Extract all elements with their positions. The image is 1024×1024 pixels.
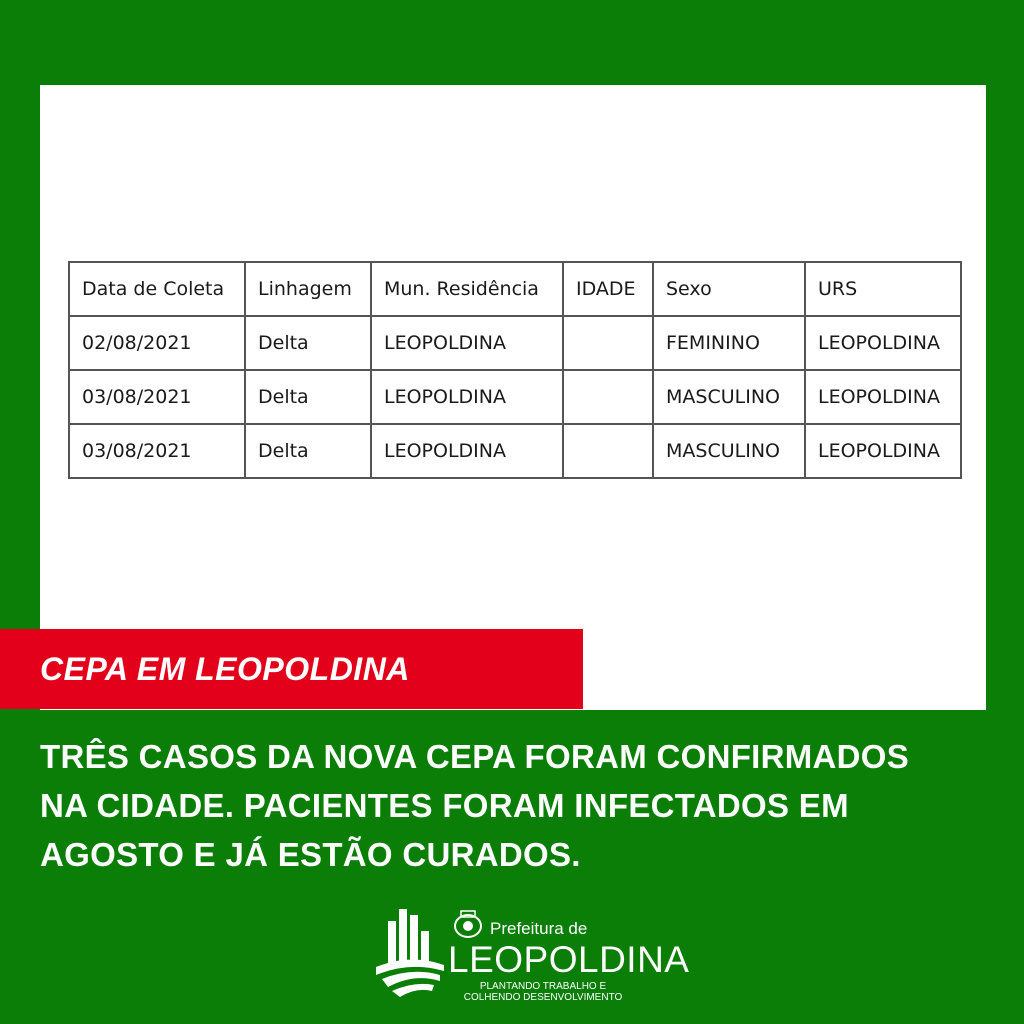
slogan-line: COLHENDO DESENVOLVIMENTO bbox=[463, 992, 623, 1003]
column-header: Data de Coleta bbox=[69, 262, 245, 316]
table-cell: Delta bbox=[245, 424, 371, 478]
table-cell: MASCULINO bbox=[653, 370, 805, 424]
prefeitura-logo bbox=[374, 905, 690, 1005]
table-cell bbox=[563, 370, 653, 424]
table-cell bbox=[563, 424, 653, 478]
table-cell: FEMININO bbox=[653, 316, 805, 370]
table-cell: 03/08/2021 bbox=[69, 424, 245, 478]
column-header: URS bbox=[805, 262, 961, 316]
headline-line: AGOSTO E JÁ ESTÃO CURADOS. bbox=[40, 836, 581, 873]
logo-city-name: LEOPOLDINA bbox=[448, 939, 690, 980]
table-cell: LEOPOLDINA bbox=[805, 424, 961, 478]
column-header: Mun. Residência bbox=[371, 262, 563, 316]
table-cell: MASCULINO bbox=[653, 424, 805, 478]
logo-slogan bbox=[448, 981, 638, 1003]
cases-table bbox=[68, 261, 962, 479]
table-cell: 03/08/2021 bbox=[69, 370, 245, 424]
table-header-row bbox=[69, 262, 961, 316]
city-skyline-icon bbox=[374, 905, 446, 1001]
column-header: Sexo bbox=[653, 262, 805, 316]
slogan-line: PLANTANDO TRABALHO E bbox=[479, 981, 607, 992]
table-cell: LEOPOLDINA bbox=[805, 370, 961, 424]
table-cell: LEOPOLDINA bbox=[371, 370, 563, 424]
headline-line: TRÊS CASOS DA NOVA CEPA FORAM CONFIRMADOS bbox=[40, 738, 910, 775]
table-row bbox=[69, 316, 961, 370]
headline bbox=[40, 732, 1000, 879]
coat-of-arms-icon bbox=[452, 909, 484, 939]
table-row bbox=[69, 424, 961, 478]
banner-title: CEPA EM LEOPOLDINA bbox=[40, 651, 410, 687]
table-cell: LEOPOLDINA bbox=[371, 424, 563, 478]
table-cell: Delta bbox=[245, 316, 371, 370]
column-header: Linhagem bbox=[245, 262, 371, 316]
table-cell: Delta bbox=[245, 370, 371, 424]
table-cell: LEOPOLDINA bbox=[371, 316, 563, 370]
table-cell: LEOPOLDINA bbox=[805, 316, 961, 370]
table-cell: 02/08/2021 bbox=[69, 316, 245, 370]
headline-line: NA CIDADE. PACIENTES FORAM INFECTADOS EM bbox=[40, 787, 849, 824]
logo-prefix: Prefeitura de bbox=[490, 919, 588, 938]
column-header: IDADE bbox=[563, 262, 653, 316]
title-banner bbox=[0, 629, 583, 709]
table-cell bbox=[563, 316, 653, 370]
table-row bbox=[69, 370, 961, 424]
